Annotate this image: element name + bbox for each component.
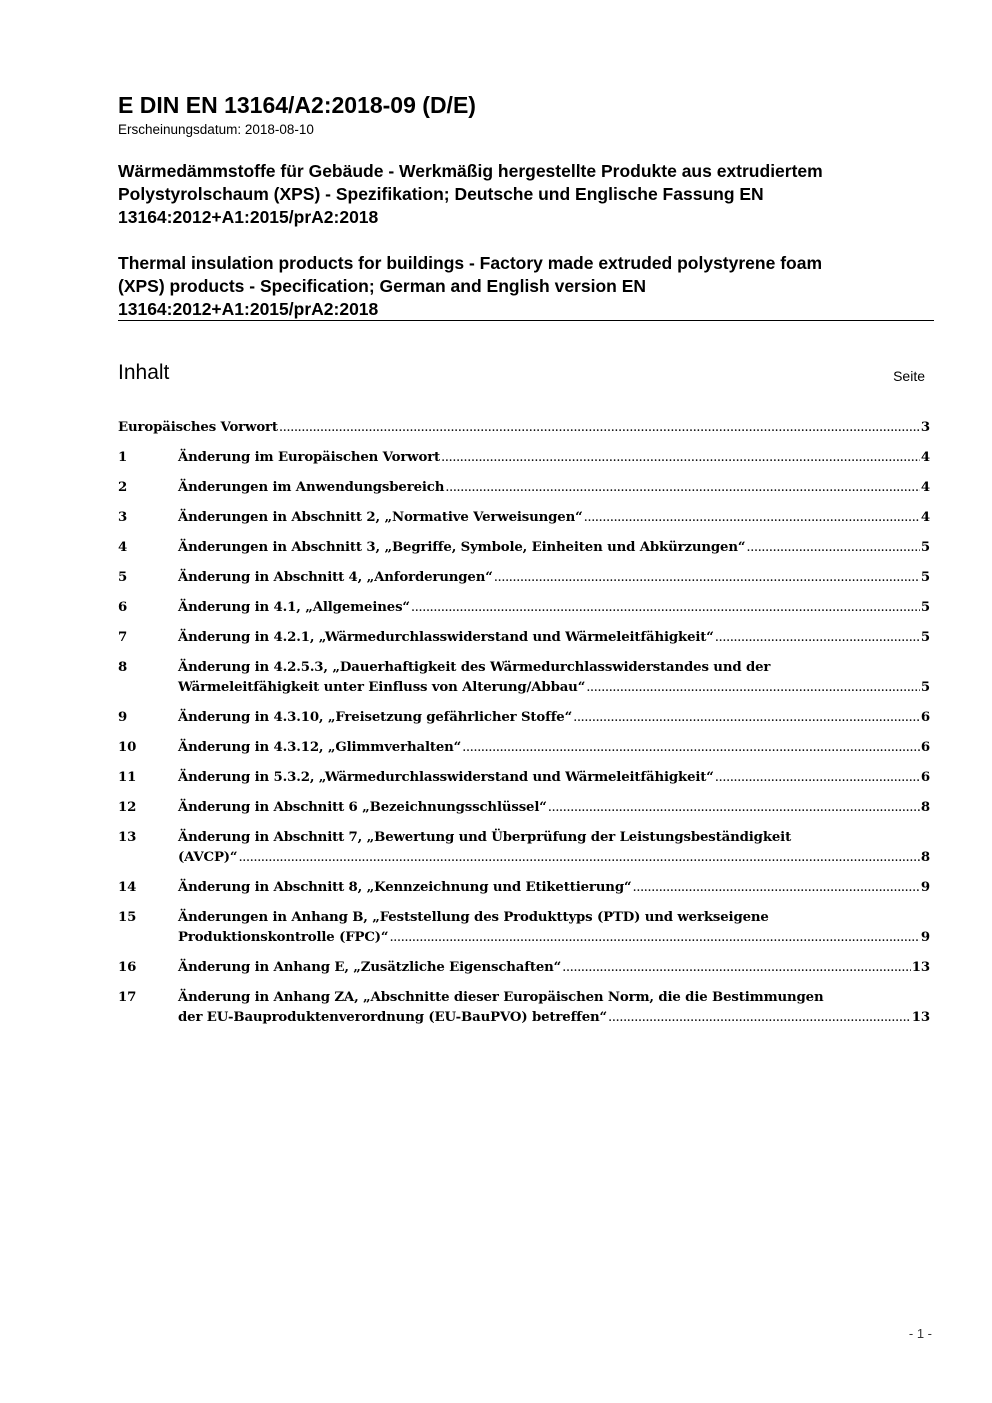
toc-entry-title: Änderung in 4.1, „Allgemeines“ <box>178 600 410 615</box>
toc-dot-leader <box>608 1008 911 1028</box>
toc-entry-title: Änderung in Abschnitt 7, „Bewertung und Überprüfung der Leistungsbeständigkeit <box>178 830 792 845</box>
title-english-line: 13164:2012+A1:2015/prA2:2018 <box>118 299 379 319</box>
title-english-line: Thermal insulation products for buildings - Factory made extruded polystyrene foam <box>118 253 822 273</box>
toc-entry-page: 3 <box>920 420 930 435</box>
toc-entry[interactable] <box>118 418 930 438</box>
toc-entry-number: 17 <box>118 990 137 1005</box>
toc-entry-page: 9 <box>920 930 930 945</box>
toc-entry[interactable] <box>118 738 930 758</box>
toc-entry[interactable] <box>118 478 930 498</box>
toc-entry-title: Änderungen im Anwendungsbereich <box>178 480 445 495</box>
toc-entry-title: Änderung in 5.3.2, „Wärmedurchlasswiderstand und Wärmeleitfähigkeit“ <box>178 770 714 785</box>
toc-entry[interactable] <box>118 908 930 948</box>
toc-entry-number: 3 <box>118 510 128 525</box>
toc-entry-number: 12 <box>118 800 137 815</box>
page-number: - 1 - <box>908 1326 932 1341</box>
toc-entry-title: Änderung in 4.2.1, „Wärmedurchlasswiderstand und Wärmeleitfähigkeit“ <box>178 630 714 645</box>
toc-entry-page: 4 <box>920 450 930 465</box>
toc-entry-number: 14 <box>118 880 137 895</box>
toc-entry-title: Änderung in Abschnitt 8, „Kennzeichnung und Etikettierung“ <box>178 880 632 895</box>
toc-entry[interactable] <box>118 878 930 898</box>
toc-entry-title: Änderung in Abschnitt 6 „Bezeichnungsschlüssel“ <box>178 800 547 815</box>
toc-entry-title: Änderung im Europäischen Vorwort <box>178 450 441 465</box>
toc-entry[interactable] <box>118 508 930 528</box>
toc-entry[interactable] <box>118 988 930 1028</box>
toc-entry-number: 6 <box>118 600 128 615</box>
toc-entry[interactable] <box>118 958 930 978</box>
toc-dot-leader <box>445 478 920 498</box>
toc-heading: Inhalt <box>118 361 170 384</box>
toc-dot-leader <box>573 708 920 728</box>
toc-dot-leader <box>584 508 920 528</box>
toc-entry-page: 4 <box>920 510 930 525</box>
toc-entry-number: 5 <box>118 570 128 585</box>
toc-entry-title: Wärmeleitfähigkeit unter Einfluss von Alterung/Abbau“ <box>178 680 586 695</box>
toc-entry-number: 16 <box>118 960 137 975</box>
toc-dot-leader <box>548 798 920 818</box>
title-english-line: (XPS) products - Specification; German and English version EN <box>118 276 647 296</box>
title-german-line: Polystyrolschaum (XPS) - Spezifikation; Deutsche und Englische Fassung EN <box>118 184 764 204</box>
title-german-line: 13164:2012+A1:2015/prA2:2018 <box>118 207 379 227</box>
table-of-contents <box>118 418 930 1028</box>
toc-dot-leader <box>715 768 920 788</box>
header-divider <box>118 320 934 321</box>
toc-entry-page: 6 <box>920 770 930 785</box>
toc-entry-page: 5 <box>920 600 930 615</box>
toc-dot-leader <box>562 958 911 978</box>
toc-entry-title: Europäisches Vorwort <box>118 420 278 435</box>
toc-entry-number: 9 <box>118 710 128 725</box>
toc-entry-title: Änderung in 4.3.10, „Freisetzung gefährlicher Stoffe“ <box>178 710 573 725</box>
toc-entry-title: der EU-Bauproduktenverordnung (EU-BauPVO) betreffen“ <box>178 1010 608 1025</box>
toc-entry-title: Änderungen in Abschnitt 3, „Begriffe, Symbole, Einheiten und Abkürzungen“ <box>178 540 746 555</box>
toc-entry-number: 2 <box>118 480 128 495</box>
title-german <box>118 160 938 229</box>
toc-entry-page: 5 <box>920 630 930 645</box>
toc-entry-page: 13 <box>911 960 930 975</box>
toc-dot-leader <box>462 738 920 758</box>
toc-entry[interactable] <box>118 828 930 868</box>
toc-entry-number: 15 <box>118 910 137 925</box>
toc-dot-leader <box>746 538 920 558</box>
toc-entry-page: 4 <box>920 480 930 495</box>
toc-entry[interactable] <box>118 798 930 818</box>
toc-entry-title: Änderung in 4.2.5.3, „Dauerhaftigkeit des Wärmedurchlasswiderstandes und der <box>178 660 771 675</box>
toc-entry-page: 9 <box>920 880 930 895</box>
toc-entry-page: 6 <box>920 710 930 725</box>
toc-dot-leader <box>389 928 919 948</box>
toc-dot-leader <box>279 418 920 438</box>
toc-entry-page: 5 <box>920 570 930 585</box>
toc-dot-leader <box>632 878 919 898</box>
toc-entry-page: 5 <box>920 680 930 695</box>
toc-entry-title: (AVCP)“ <box>178 850 238 865</box>
toc-entry-title: Änderung in 4.3.12, „Glimmverhalten“ <box>178 740 462 755</box>
toc-dot-leader <box>411 598 920 618</box>
toc-entry-number: 11 <box>118 770 137 785</box>
toc-entry[interactable] <box>118 538 930 558</box>
toc-dot-leader <box>494 568 920 588</box>
toc-dot-leader <box>238 848 919 868</box>
toc-entry-title: Produktionskontrolle (FPC)“ <box>178 930 389 945</box>
title-english <box>118 252 938 321</box>
toc-entry-number: 7 <box>118 630 128 645</box>
toc-entry-title: Änderung in Anhang E, „Zusätzliche Eigenschaften“ <box>178 960 562 975</box>
toc-entry-title: Änderung in Abschnitt 4, „Anforderungen“ <box>178 570 493 585</box>
toc-entry-number: 1 <box>118 450 128 465</box>
toc-entry-page: 6 <box>920 740 930 755</box>
toc-page-column-label: Seite <box>893 368 925 384</box>
toc-entry-page: 13 <box>911 1010 930 1025</box>
toc-entry-title: Änderung in Anhang ZA, „Abschnitte dieser Europäischen Norm, die die Bestimmungen <box>178 990 824 1005</box>
toc-entry-page: 8 <box>920 850 930 865</box>
toc-entry[interactable] <box>118 658 930 698</box>
toc-dot-leader <box>586 678 920 698</box>
toc-entry-number: 13 <box>118 830 137 845</box>
toc-entry[interactable] <box>118 768 930 788</box>
toc-dot-leader <box>715 628 920 648</box>
toc-dot-leader <box>441 448 920 468</box>
toc-entry-page: 8 <box>920 800 930 815</box>
toc-entry-number: 4 <box>118 540 128 555</box>
toc-entry-page: 5 <box>920 540 930 555</box>
publication-date: Erscheinungsdatum: 2018-08-10 <box>118 122 314 137</box>
title-german-line: Wärmedämmstoffe für Gebäude - Werkmäßig hergestellte Produkte aus extrudiertem <box>118 161 823 181</box>
toc-entry-title: Änderungen in Abschnitt 2, „Normative Verweisungen“ <box>178 510 583 525</box>
toc-entry[interactable] <box>118 448 930 468</box>
toc-entry[interactable] <box>118 628 930 648</box>
toc-entry-number: 8 <box>118 660 128 675</box>
toc-entry-number: 10 <box>118 740 137 755</box>
toc-entry[interactable] <box>118 568 930 588</box>
toc-entry-title: Änderungen in Anhang B, „Feststellung des Produkttyps (PTD) und werkseigene <box>178 910 769 925</box>
document-id: E DIN EN 13164/A2:2018-09 (D/E) <box>118 92 476 118</box>
toc-entry[interactable] <box>118 708 930 728</box>
toc-entry[interactable] <box>118 598 930 618</box>
